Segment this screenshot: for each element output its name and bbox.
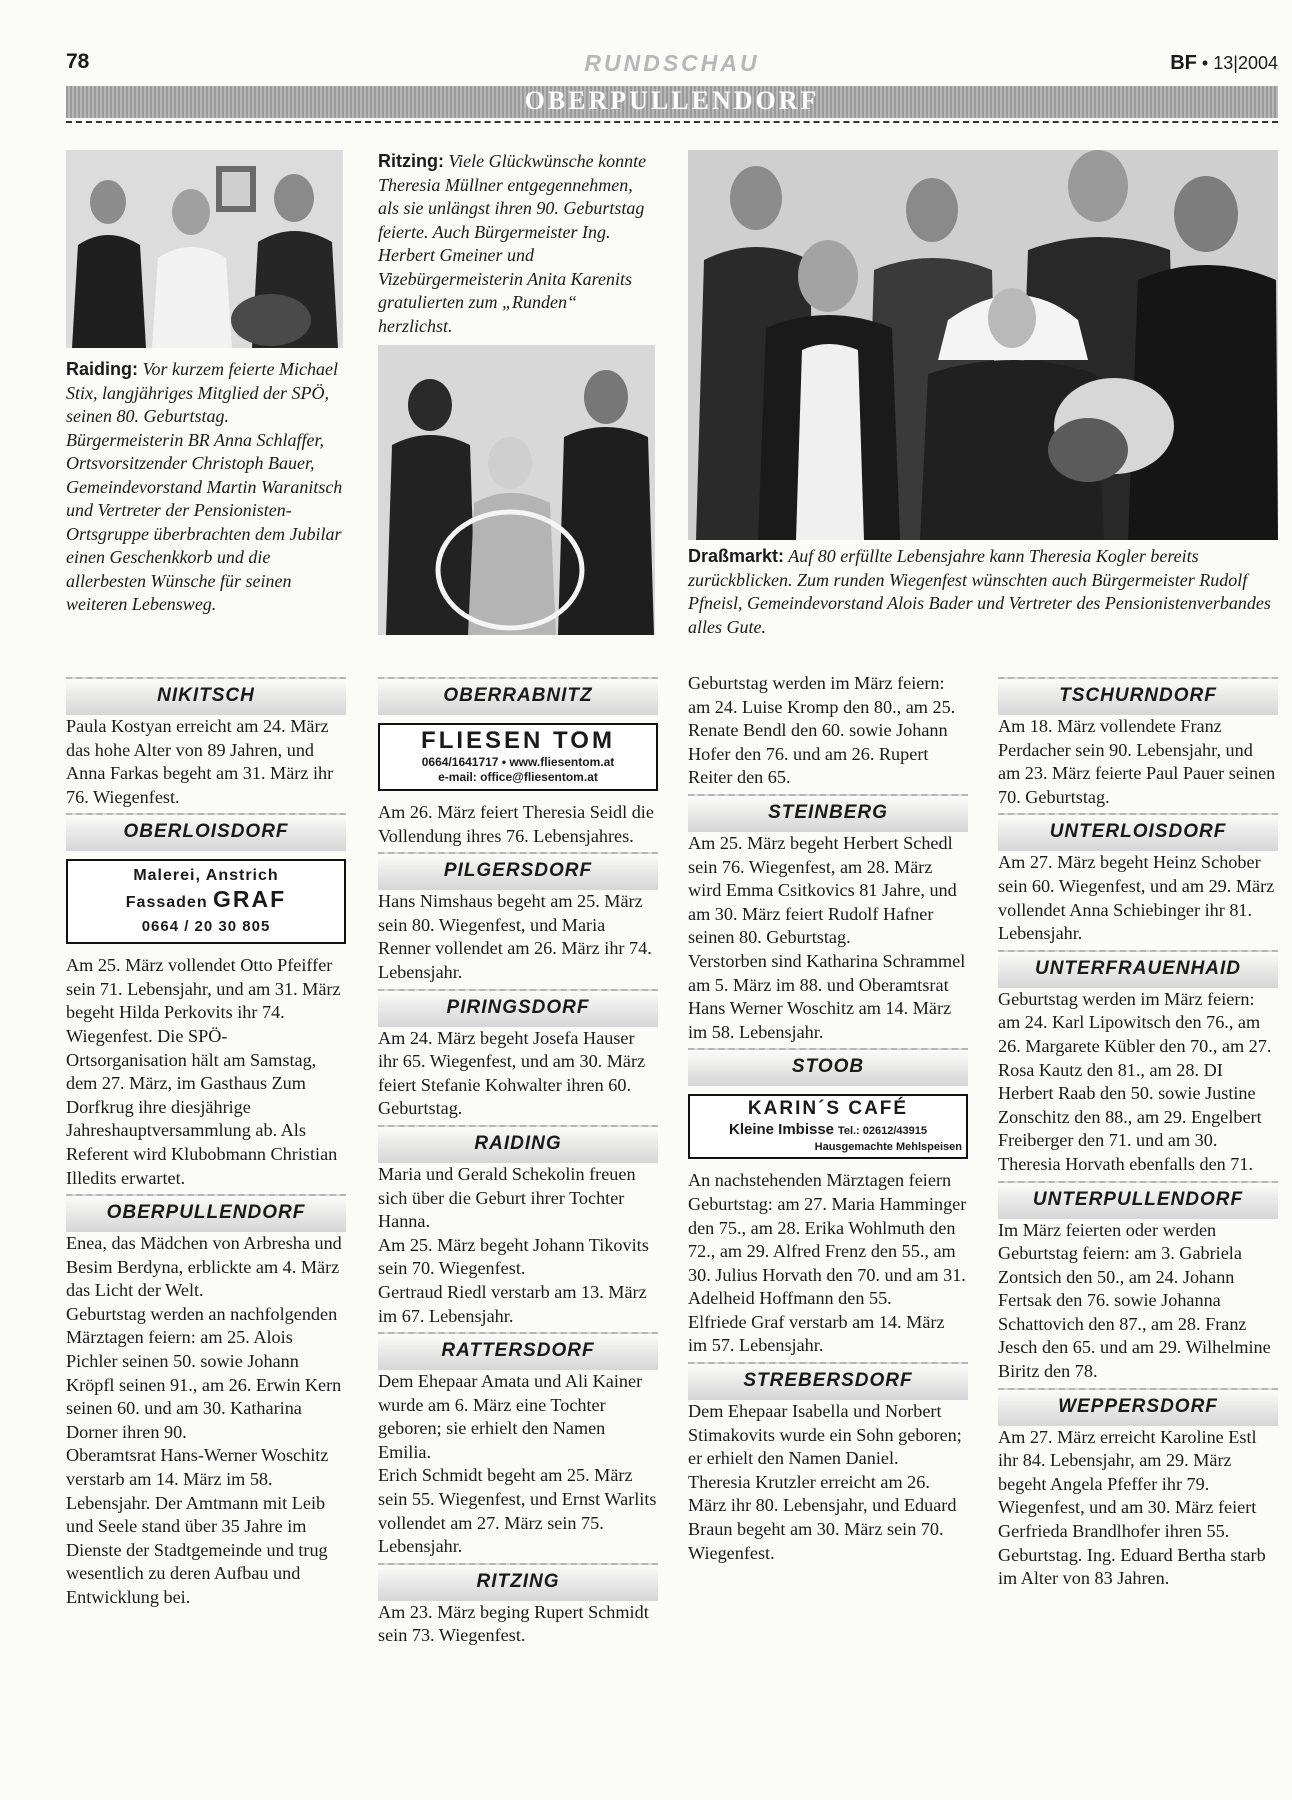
section-text: Am 25. März vollendet Otto Pfeiffer sein 71. Lebensjahr, und am 31. März begeht Hilda Perkovits ihr 74. Wiegenfest. Die SPÖ-Ortsorganisation hält am Samstag, dem 27. März, im Gasthaus Zum Dorfkrug ihre diesjährige Jahreshauptversammlung ab. Als Referent wird Klubobmann Christian Illedits erwartet. xyxy=(66,955,341,1188)
section-heading-unterloisdorf: UNTERLOISDORF xyxy=(998,813,1278,851)
section-heading-tschurndorf: TSCHURNDORF xyxy=(998,677,1278,715)
ad-graf-line1: Malerei, Anstrich xyxy=(133,867,279,885)
section-heading-oberpullendorf: OBERPULLENDORF xyxy=(66,1194,346,1232)
ad-graf-line2 xyxy=(70,885,342,915)
separator: • xyxy=(1201,53,1209,73)
section-text: Theresia Krutzler erreicht am 26. März ihr 80. Lebensjahr, und Eduard Braun begeht am 30. März sein 70. Wiegenfest. xyxy=(688,1471,957,1563)
section-text: Am 26. März feiert Theresia Seidl die Vollendung ihres 76. Lebensjahres. xyxy=(378,802,654,846)
section-heading-rattersdorf: RATTERSDORF xyxy=(378,1332,658,1370)
photo-drassmarkt xyxy=(688,150,1278,540)
publication-name: RUNDSCHAU xyxy=(584,50,760,76)
section-text: Erich Schmidt begeht am 25. März sein 55. Wiegenfest, und Ernst Warlits vollendet am 27. März sein 75. Lebensjahr. xyxy=(378,1465,657,1557)
photo-ritzing-figures xyxy=(378,345,655,635)
caption-text: Auf 80 erfüllte Lebensjahre kann Theresia Kogler bereits zurückblicken. Zum runden Wiegenfest wünschten auch Bürgermeister Rudolf Pfneisl, Gemeindevorstand Alois Bader und Vertreter des Pensionistenverbandes alles Gute. xyxy=(688,546,1271,637)
section-heading-weppersdorf: WEPPERSDORF xyxy=(998,1388,1278,1426)
ad-karins-tel: Tel.: 02612/43915 xyxy=(837,1125,928,1138)
caption-text: Viele Glückwünsche konnte Theresia Müllner entgegennehmen, als sie unlängst ihren 90. Geburtstag feierte. Auch Bürgermeister Ing. Herbert Gmeiner und Vizebürgermeisterin Anita Karenits gratulierten zum „Runden“ herzlichst. xyxy=(378,151,647,336)
column-3 xyxy=(688,672,968,1565)
section-heading-stoob: STOOB xyxy=(688,1048,968,1086)
section-text: Am 24. März begeht Josefa Hauser ihr 65. Wiegenfest, und am 30. März feiert Stefanie Kohwalter ihren 60. Geburtstag. xyxy=(378,1027,646,1119)
photo-raiding-figures xyxy=(66,150,343,348)
caption-place: Ritzing: xyxy=(378,151,444,171)
region-title: OBERPULLENDORF xyxy=(524,86,820,115)
section-text: Am 27. März erreicht Karoline Estl ihr 84. Lebensjahr, am 29. März begeht Angela Pfeffer ihr 79. Wiegenfest, und am 30. März feiert Gerfrieda Brandlhofer ihren 55. Geburtstag. Ing. Eduard Bertha starb im Alter von 83 Jahren. xyxy=(998,1426,1266,1589)
brand-name: BF xyxy=(1170,52,1197,74)
page-number: 78 xyxy=(66,50,90,73)
section-heading-piringsdorf: PIRINGSDORF xyxy=(378,989,658,1027)
column-2 xyxy=(378,673,658,1648)
ad-fliesen-email: e-mail: office@fliesentom.at xyxy=(438,770,598,784)
photo-raiding xyxy=(66,150,343,348)
section-text: Dem Ehepaar Amata und Ali Kainer wurde am 6. März eine Tochter geboren; sie erhielt den Namen Emilia. xyxy=(378,1371,643,1462)
section-text: Hans Nimshaus begeht am 25. März sein 80. Wiegenfest, und Maria Renner vollendet am 26. März ihr 74. Lebensjahr. xyxy=(378,891,652,982)
ad-karins-name: KARIN´S CAFÉ xyxy=(747,1098,909,1120)
photo-ritzing xyxy=(378,345,655,635)
ad-graf-phone: 0664 / 20 30 805 xyxy=(141,917,271,935)
column-1 xyxy=(66,673,346,1610)
section-heading-nikitsch: NIKITSCH xyxy=(66,677,346,715)
ad-karins-line2 xyxy=(694,1120,962,1140)
ad-karins-line3: Hausgemachte Mehlspeisen xyxy=(814,1141,962,1154)
section-text: Im März feierten oder werden Geburtstag feiern: am 3. Gabriela Zontsich den 50., am 24. Johann Fertsak den 76. sowie Johanna Schattovich den 87., am 28. Franz Jesch den 65. und am 29. Wilhelmine Biritz den 78. xyxy=(998,1219,1271,1382)
section-heading-raiding: RAIDING xyxy=(378,1125,658,1163)
issue-number: 13|2004 xyxy=(1213,53,1278,73)
ad-graf-line2a: Fassaden xyxy=(125,893,208,911)
section-text: Oberamtsrat Hans-Werner Woschitz verstarb am 14. März im 58. Lebensjahr. Der Amtmann mit Leib und Seele stand über 35 Jahre im Dienste der Stadtgemeinde und trug wesentlich zu deren Aufbau und Entwicklung bei. xyxy=(66,1445,329,1607)
region-bar xyxy=(66,86,1278,118)
section-text: Dem Ehepaar Isabella und Norbert Stimakovits wurde ein Sohn geboren; er erhielt den Namen Daniel. xyxy=(688,1401,962,1469)
section-heading-pilgersdorf: PILGERSDORF xyxy=(378,852,658,890)
ad-graf xyxy=(66,859,346,944)
section-text: Elfriede Graf verstarb am 14. März im 57. Lebensjahr. xyxy=(688,1311,945,1356)
caption-place: Raiding: xyxy=(66,359,138,379)
ad-karins-sub: Kleine Imbisse xyxy=(728,1121,835,1139)
section-text: Geburtstag werden an nachfolgenden Märztagen feiern: am 25. Alois Pichler seinen 50. sowie Johann Kröpfl seinen 91., am 26. Erwin Kern seinen 60. und am 30. Katharina Dorner ihren 90. xyxy=(66,1303,342,1442)
section-text: Geburtstag werden im März feiern: am 24. Luise Kromp den 80., am 25. Renate Bendl den 60. sowie Johann Hofer den 76. und am 26. Rupert Reiter den 65. xyxy=(688,673,956,788)
section-text: Gertraud Riedl verstarb am 13. März im 67. Lebensjahr. xyxy=(378,1281,647,1326)
ad-fliesen-name: FLIESEN TOM xyxy=(421,727,615,754)
caption-raiding xyxy=(66,358,346,617)
section-text: Am 25. März begeht Johann Tikovits sein 70. Wiegenfest. xyxy=(378,1234,649,1279)
header-rule xyxy=(66,121,1278,123)
photo-drassmarkt-figures xyxy=(688,150,1278,540)
section-heading-steinberg: STEINBERG xyxy=(688,794,968,832)
section-heading-unterfrauenhaid: UNTERFRAUENHAID xyxy=(998,950,1278,988)
section-text: Paula Kostyan erreicht am 24. März das hohe Alter von 89 Jahren, und Anna Farkas begeht am 31. März ihr 76. Wiegenfest. xyxy=(66,716,334,807)
section-heading-ritzing: RITZING xyxy=(378,1563,658,1601)
caption-drassmarkt xyxy=(688,545,1284,639)
ad-fliesen-contact: 0664/1641717 • www.fliesentom.at xyxy=(421,755,615,769)
section-heading-oberrabnitz: OBERRABNITZ xyxy=(378,677,658,715)
section-text: Am 18. März vollendete Franz Perdacher sein 90. Lebensjahr, und am 23. März feierte Paul Pauer seinen 70. Geburtstag. xyxy=(998,716,1276,807)
section-text: Maria und Gerald Schekolin freuen sich über die Geburt ihrer Tochter Hanna. xyxy=(378,1163,636,1232)
section-text: Am 25. März begeht Herbert Schedl sein 76. Wiegenfest, am 28. März wird Emma Csitkovics 81 Jahre, und am 30. März feiert Rudolf Hafner seinen 80. Geburtstag. xyxy=(688,832,957,948)
ad-fliesen-tom xyxy=(378,723,658,791)
caption-text: Vor kurzem feierte Michael Stix, langjähriges Mitglied der SPÖ, seinen 80. Geburtstag. Bürgermeisterin BR Anna Schlaffer, Ortsvorsitzender Christoph Bauer, Gemeindevorstand Martin Waranitsch und Vertreter der Pensionisten-Ortsgruppe überbrachten dem Jubilar einen Geschenkkorb und die allerbesten Wünsche für seinen weiteren Lebensweg. xyxy=(66,359,343,614)
section-heading-oberloisdorf: OBERLOISDORF xyxy=(66,813,346,851)
section-text: An nachstehenden Märztagen feiern Geburtstag: am 27. Maria Hamminger den 75., am 28. Erika Wohlmuth den 72., am 29. Alfred Frenz den 55., am 30. Julius Horvath den 70. und am 31. Adelheid Hoffmann den 55. xyxy=(688,1170,967,1309)
section-text: Am 23. März beging Rupert Schmidt sein 73. Wiegenfest. xyxy=(378,1601,649,1646)
section-text: Geburtstag werden im März feiern: am 24. Karl Lipowitsch den 76., am 26. Margarete Kübler den 70., am 27. Rosa Kautz den 81., am 28. DI Herbert Raab den 50. sowie Justine Zonschitz den 88., am 29. Engelbert Freiberger den 71. und am 30. Theresia Horvath ebenfalls den 71. xyxy=(998,988,1272,1174)
issue-info xyxy=(1170,52,1278,75)
section-text: Enea, das Mädchen von Arbresha und Besim Berdyna, erblickte am 4. März das Licht der Welt. xyxy=(66,1233,342,1301)
ad-karins-cafe xyxy=(688,1094,968,1159)
caption-place: Draßmarkt: xyxy=(688,546,785,566)
section-text: Am 27. März begeht Heinz Schober sein 60. Wiegenfest, und am 29. März vollendet Anna Schiebinger ihr 81. Lebensjahr. xyxy=(998,852,1275,944)
section-text: Verstorben sind Katharina Schrammel am 5. März im 88. und Oberamtsrat Hans Werner Woschitz am 14. März im 58. Lebensjahr. xyxy=(688,950,966,1042)
ad-graf-name: GRAF xyxy=(213,885,287,912)
page-header xyxy=(66,50,1278,80)
column-4 xyxy=(998,673,1278,1591)
caption-ritzing xyxy=(378,150,654,338)
section-heading-strebersdorf: STREBERSDORF xyxy=(688,1362,968,1400)
section-heading-unterpullendorf: UNTERPULLENDORF xyxy=(998,1181,1278,1219)
